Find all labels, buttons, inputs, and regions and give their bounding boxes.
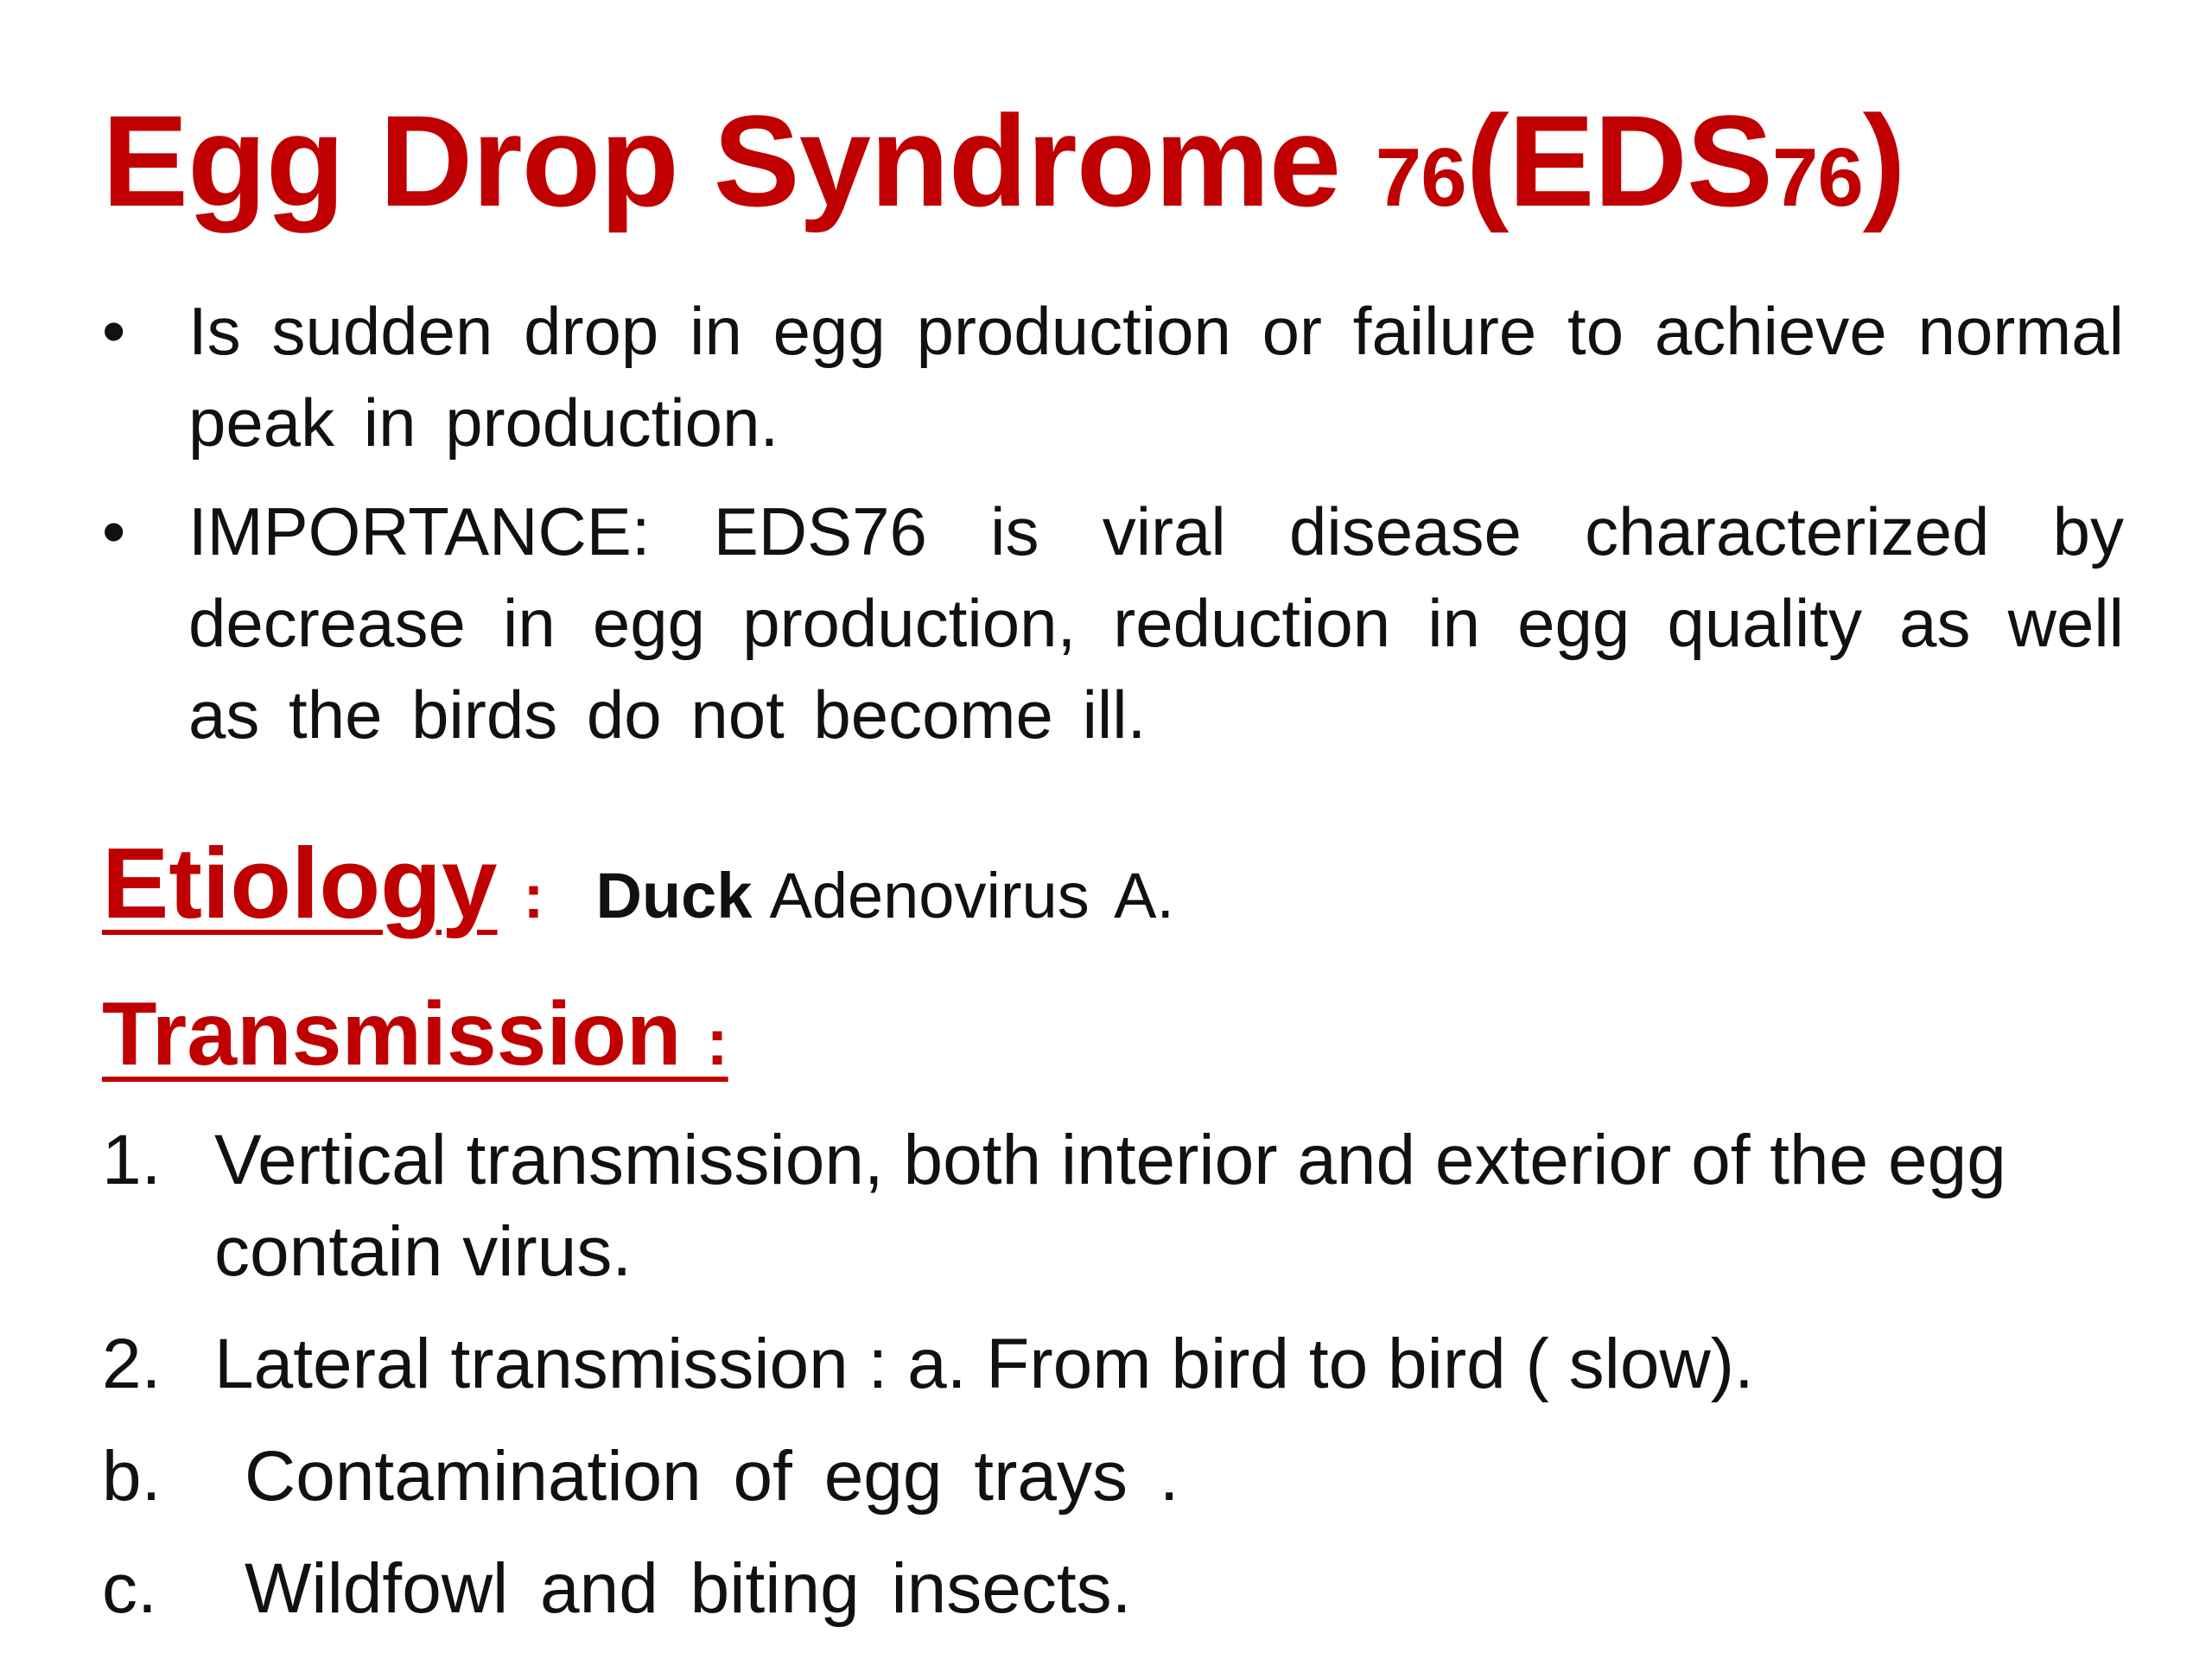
- bullet-definition: [102, 285, 2124, 468]
- list-marker: c.: [102, 1549, 157, 1628]
- list-item-text: Wildfowl and biting insects.: [245, 1549, 1132, 1628]
- transmission-colon: :: [706, 1006, 728, 1079]
- definition-bullets: [102, 285, 2124, 778]
- bullet-marker: •: [102, 493, 126, 569]
- bullet-importance: [102, 486, 2124, 760]
- bullet-text: IMPORTANCE: EDS76 is viral disease characterized by decrease in egg production, reduction in egg quality as well as the birds do not become ill.: [188, 493, 2124, 753]
- etiology-heading: Etiology: [102, 827, 498, 939]
- title-number-2: 76: [1771, 131, 1863, 224]
- list-marker: 1.: [102, 1121, 162, 1199]
- slide-title: [102, 86, 1905, 236]
- title-number-1: 76: [1375, 131, 1466, 224]
- transmission-heading-text: Transmission: [102, 984, 707, 1084]
- list-item-text: Lateral transmission : a. From bird to bird ( slow).: [214, 1325, 1754, 1403]
- list-item-text: Vertical transmission, both interior and exterior of the egg contain virus.: [214, 1121, 2006, 1291]
- title-abbrev: (EDS: [1465, 88, 1772, 233]
- etiology-agent-bold: Duck: [595, 860, 753, 931]
- bullet-marker: •: [102, 293, 126, 369]
- etiology-colon: :: [523, 862, 544, 931]
- transmission-item-trays: [102, 1431, 2124, 1522]
- transmission-item-vertical: [102, 1115, 2124, 1298]
- transmission-item-lateral: [102, 1319, 2124, 1410]
- transmission-item-wildfowl: [102, 1543, 2124, 1635]
- list-marker: 2.: [102, 1325, 162, 1403]
- title-main: Egg Drop Syndrome: [102, 88, 1376, 233]
- etiology-agent: Adenovirus A.: [769, 860, 1175, 931]
- list-marker: b.: [102, 1437, 162, 1516]
- title-close: ): [1862, 88, 1905, 233]
- bullet-text: Is sudden drop in egg production or failure to achieve normal peak in production.: [188, 293, 2124, 461]
- transmission-heading: [102, 983, 728, 1086]
- transmission-list: [102, 1115, 2124, 1656]
- list-item-text: Contamination of egg trays .: [245, 1437, 1179, 1516]
- etiology-line: [102, 825, 1174, 941]
